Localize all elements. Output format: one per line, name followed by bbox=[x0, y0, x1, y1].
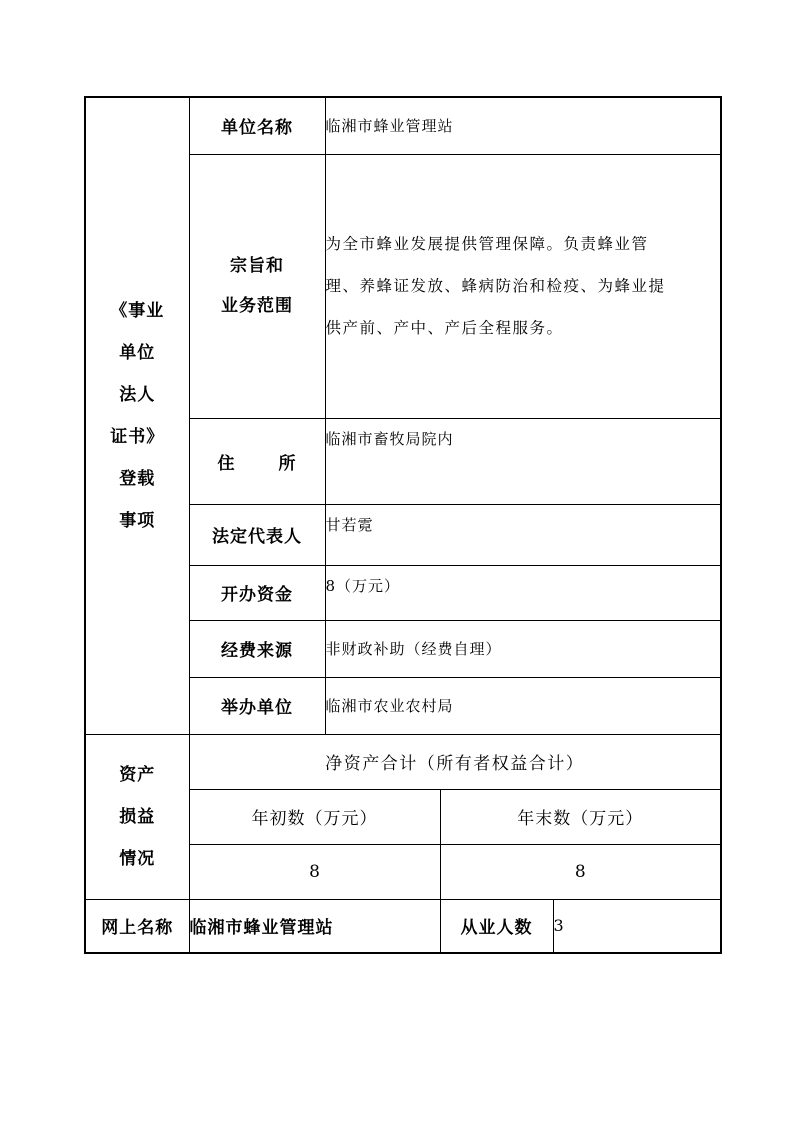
purpose-label-line: 宗旨和 bbox=[230, 256, 284, 276]
row-web-name bbox=[85, 899, 721, 953]
address-label-char: 住 bbox=[217, 453, 236, 474]
purpose-text bbox=[326, 223, 721, 349]
purpose-value bbox=[325, 154, 721, 418]
capital-label: 开办资金 bbox=[189, 565, 325, 620]
section-title-line: 法人 bbox=[119, 384, 156, 405]
purpose-label-cell bbox=[189, 154, 325, 418]
address-label-char: 所 bbox=[278, 453, 297, 474]
assets-section-title bbox=[86, 754, 189, 880]
employees-label: 从业人数 bbox=[440, 899, 553, 953]
purpose-line: 理、养蜂证发放、蜂病防治和检疫、为蜂业提 bbox=[325, 277, 666, 295]
legal-rep-value: 甘若霓 bbox=[325, 504, 721, 565]
legal-rep-label: 法定代表人 bbox=[189, 504, 325, 565]
section-title-line: 损益 bbox=[119, 806, 156, 827]
web-name-label: 网上名称 bbox=[85, 899, 189, 953]
begin-value: 8 bbox=[189, 844, 440, 899]
section-title-line: 登载 bbox=[119, 468, 156, 489]
registration-section-title-cell bbox=[85, 97, 189, 734]
sponsor-label: 举办单位 bbox=[189, 677, 325, 734]
end-label: 年末数（万元） bbox=[440, 789, 721, 844]
sponsor-value: 临湘市农业农村局 bbox=[325, 677, 721, 734]
registration-form-table bbox=[84, 96, 722, 954]
net-assets-header: 净资产合计（所有者权益合计） bbox=[189, 734, 721, 789]
capital-value: 8（万元） bbox=[325, 565, 721, 620]
employees-value: 3 bbox=[553, 899, 721, 953]
address-label-cell bbox=[189, 418, 325, 504]
begin-label: 年初数（万元） bbox=[189, 789, 440, 844]
purpose-line: 为全市蜂业发展提供管理保障。负责蜂业管 bbox=[325, 235, 649, 253]
address-value: 临湘市畜牧局院内 bbox=[325, 418, 721, 504]
purpose-line: 供产前、产中、产后全程服务。 bbox=[325, 319, 564, 337]
purpose-label-line: 业务范围 bbox=[221, 296, 293, 316]
section-title-line: 单位 bbox=[119, 342, 156, 363]
purpose-label bbox=[190, 246, 325, 326]
funding-label: 经费来源 bbox=[189, 620, 325, 677]
assets-section-title-cell bbox=[85, 734, 189, 899]
unit-name-value: 临湘市蜂业管理站 bbox=[325, 97, 721, 154]
registration-section-title bbox=[86, 290, 189, 542]
end-value: 8 bbox=[440, 844, 721, 899]
section-title-line: 证书》 bbox=[110, 426, 165, 447]
section-title-line: 《事业 bbox=[110, 300, 165, 321]
unit-name-label: 单位名称 bbox=[189, 97, 325, 154]
funding-value: 非财政补助（经费自理） bbox=[325, 620, 721, 677]
row-net-assets-header bbox=[85, 734, 721, 789]
web-name-value: 临湘市蜂业管理站 bbox=[189, 899, 440, 953]
address-label bbox=[190, 449, 325, 474]
section-title-line: 事项 bbox=[119, 510, 156, 531]
section-title-line: 资产 bbox=[119, 764, 156, 785]
section-title-line: 情况 bbox=[119, 848, 156, 869]
row-unit-name bbox=[85, 97, 721, 154]
